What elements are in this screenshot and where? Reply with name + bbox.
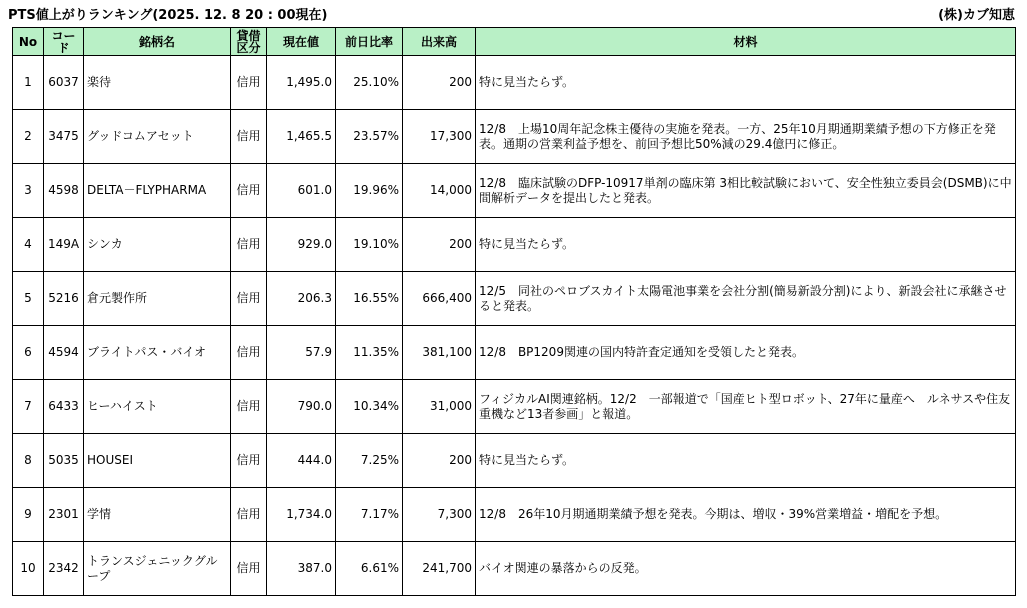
col-header-no: No	[13, 28, 44, 56]
cell-name: トランスジェニックグループ	[84, 542, 231, 596]
cell-credit: 信用	[231, 56, 267, 110]
table-row	[13, 272, 1016, 326]
cell-change: 6.61%	[336, 542, 403, 596]
cell-change: 23.57%	[336, 110, 403, 164]
cell-price: 387.0	[267, 542, 336, 596]
cell-no: 3	[13, 164, 44, 218]
page-title: PTS値上がりランキング(2025. 12. 8 20 : 00現在)	[8, 8, 328, 23]
cell-no: 6	[13, 326, 44, 380]
cell-change: 7.25%	[336, 434, 403, 488]
cell-code: 4594	[44, 326, 84, 380]
cell-material: 12/5 同社のペロブスカイト太陽電池事業を会社分割(簡易新設分割)により、新設会社に承継させると発表。	[476, 272, 1016, 326]
cell-credit: 信用	[231, 272, 267, 326]
cell-price: 790.0	[267, 380, 336, 434]
cell-change: 19.10%	[336, 218, 403, 272]
cell-material: 特に見当たらず。	[476, 56, 1016, 110]
cell-code: 2301	[44, 488, 84, 542]
cell-code: 3475	[44, 110, 84, 164]
cell-no: 10	[13, 542, 44, 596]
ranking-table	[12, 27, 1016, 596]
cell-code: 6433	[44, 380, 84, 434]
cell-change: 25.10%	[336, 56, 403, 110]
table-header-row	[13, 28, 1016, 56]
cell-code: 2342	[44, 542, 84, 596]
cell-volume: 7,300	[403, 488, 476, 542]
cell-material: 12/8 26年10月期通期業績予想を発表。今期は、増収・39%営業増益・増配を予想。	[476, 488, 1016, 542]
cell-price: 929.0	[267, 218, 336, 272]
cell-volume: 381,100	[403, 326, 476, 380]
col-header-volume: 出来高	[403, 28, 476, 56]
cell-volume: 17,300	[403, 110, 476, 164]
cell-no: 2	[13, 110, 44, 164]
cell-volume: 666,400	[403, 272, 476, 326]
cell-change: 19.96%	[336, 164, 403, 218]
cell-material: 12/8 上場10周年記念株主優待の実施を発表。一方、25年10月期通期業績予想の下方修正を発表。通期の営業利益予想を、前回予想比50%減の29.4億円に修正。	[476, 110, 1016, 164]
cell-price: 444.0	[267, 434, 336, 488]
cell-name: 倉元製作所	[84, 272, 231, 326]
cell-name: DELTA－FLYPHARMA	[84, 164, 231, 218]
table-row	[13, 488, 1016, 542]
cell-volume: 14,000	[403, 164, 476, 218]
cell-material: バイオ関連の暴落からの反発。	[476, 542, 1016, 596]
cell-credit: 信用	[231, 542, 267, 596]
table-row	[13, 218, 1016, 272]
table-row	[13, 326, 1016, 380]
cell-no: 7	[13, 380, 44, 434]
table-row	[13, 164, 1016, 218]
cell-price: 1,495.0	[267, 56, 336, 110]
source-label: (株)カブ知恵	[938, 8, 1015, 23]
cell-name: 楽待	[84, 56, 231, 110]
cell-no: 5	[13, 272, 44, 326]
cell-code: 4598	[44, 164, 84, 218]
cell-price: 57.9	[267, 326, 336, 380]
cell-code: 5216	[44, 272, 84, 326]
cell-price: 1,734.0	[267, 488, 336, 542]
cell-credit: 信用	[231, 380, 267, 434]
col-header-price: 現在値	[267, 28, 336, 56]
cell-name: 学情	[84, 488, 231, 542]
cell-change: 16.55%	[336, 272, 403, 326]
cell-credit: 信用	[231, 110, 267, 164]
cell-change: 11.35%	[336, 326, 403, 380]
cell-credit: 信用	[231, 164, 267, 218]
cell-name: HOUSEI	[84, 434, 231, 488]
cell-material: 特に見当たらず。	[476, 218, 1016, 272]
cell-price: 206.3	[267, 272, 336, 326]
cell-volume: 200	[403, 434, 476, 488]
cell-name: グッドコムアセット	[84, 110, 231, 164]
cell-no: 8	[13, 434, 44, 488]
table-row	[13, 110, 1016, 164]
cell-price: 1,465.5	[267, 110, 336, 164]
cell-material: 12/8 臨床試験のDFP-10917単剤の臨床第 3相比較試験において、安全性独立委員会(DSMB)に中間解析データを提出したと発表。	[476, 164, 1016, 218]
cell-name: ヒーハイスト	[84, 380, 231, 434]
cell-volume: 241,700	[403, 542, 476, 596]
col-header-change: 前日比率	[336, 28, 403, 56]
col-header-name: 銘柄名	[84, 28, 231, 56]
col-header-credit: 貸借区分	[231, 28, 267, 56]
cell-name: ブライトパス・バイオ	[84, 326, 231, 380]
cell-code: 6037	[44, 56, 84, 110]
cell-volume: 200	[403, 56, 476, 110]
cell-change: 7.17%	[336, 488, 403, 542]
col-header-code: コード	[44, 28, 84, 56]
cell-price: 601.0	[267, 164, 336, 218]
cell-name: シンカ	[84, 218, 231, 272]
table-row	[13, 434, 1016, 488]
cell-material: 特に見当たらず。	[476, 434, 1016, 488]
cell-material: 12/8 BP1209関連の国内特許査定通知を受領したと発表。	[476, 326, 1016, 380]
cell-credit: 信用	[231, 488, 267, 542]
table-row	[13, 380, 1016, 434]
cell-volume: 31,000	[403, 380, 476, 434]
cell-code: 149A	[44, 218, 84, 272]
table-row	[13, 542, 1016, 596]
cell-no: 1	[13, 56, 44, 110]
cell-no: 9	[13, 488, 44, 542]
table-row	[13, 56, 1016, 110]
cell-credit: 信用	[231, 326, 267, 380]
cell-code: 5035	[44, 434, 84, 488]
cell-no: 4	[13, 218, 44, 272]
cell-material: フィジカルAI関連銘柄。12/2 一部報道で「国産ヒト型ロボット、27年に量産へ ルネサスや住友重機など13者参画」と報道。	[476, 380, 1016, 434]
cell-volume: 200	[403, 218, 476, 272]
cell-credit: 信用	[231, 218, 267, 272]
col-header-material: 材料	[476, 28, 1016, 56]
cell-credit: 信用	[231, 434, 267, 488]
cell-change: 10.34%	[336, 380, 403, 434]
